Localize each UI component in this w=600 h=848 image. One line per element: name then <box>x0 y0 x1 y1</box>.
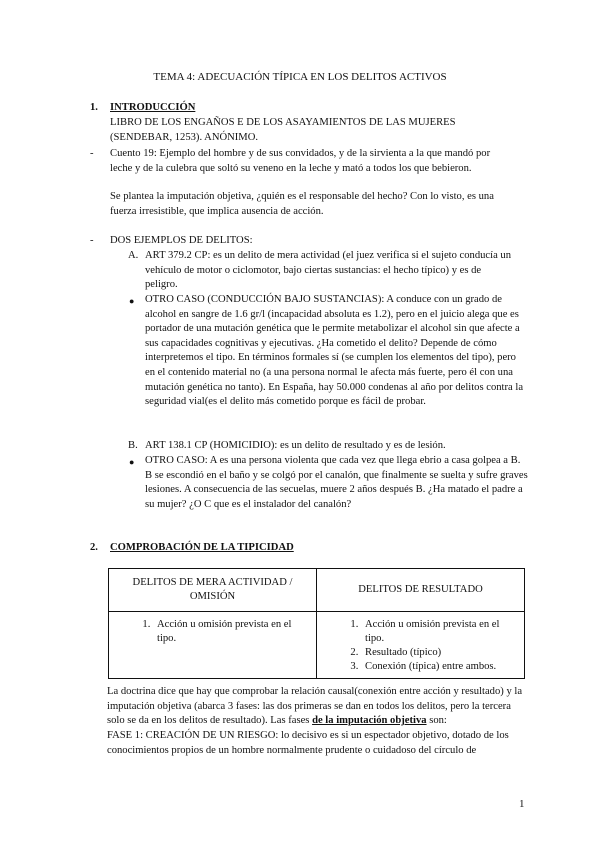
section-1-subtitle: LIBRO DE LOS ENGAÑOS E DE LOS ASAYAMIENTOS DE LAS MUJERES (SENDEBAR, 1253). ANÓNIMO. <box>110 117 456 143</box>
document-title: TEMA 4: ADECUACIÓN TÍPICA EN LOS DELITOS ACTIVOS <box>153 71 447 83</box>
dash-marker: - <box>90 235 94 246</box>
page-number: 1 <box>519 798 525 810</box>
dos-ejemplos-label: DOS EJEMPLOS DE DELITOS: <box>110 235 253 246</box>
list-item: 1. Acción u omisión prevista en el tipo. <box>361 618 518 646</box>
fase-1-paragraph: FASE 1: CREACIÓN DE UN RIESGO: lo decisivo es si un espectador objetivo, dotado de los conocimientos propios de un hombre normalmente prudente o cuidadoso del círculo de <box>107 730 509 756</box>
cuento-19-text: Cuento 19: Ejemplo del hombre y de sus convidados, y de la sirvienta a la que mandó por leche y de la culebra que soltó su veneno en la leche y mató a todos los que bebieron. <box>110 148 491 174</box>
section-2-number: 2. <box>90 542 98 553</box>
doctrina-paragraph <box>107 685 525 729</box>
item-b-text: ART 138.1 CP (HOMICIDIO): es un delito de resultado y es de lesión. <box>145 440 446 451</box>
item-a-marker: A. <box>128 250 139 261</box>
item-b-marker: B. <box>128 440 138 451</box>
section-1-number: 1. <box>90 102 98 113</box>
list-item: 1. Acción u omisión prevista en el tipo. <box>153 618 310 646</box>
bullet-icon: ● <box>129 457 135 467</box>
bullet-b-text: OTRO CASO: A es una persona violenta que cada vez que llega ebrio a casa golpea a B. B se escondió en el baño y se colgó por el canalón, que finalmente se suelta y sufre graves lesiones. A consecuencia de las secuelas, muere 2 años después B. ¿Ha matado el padre a su mujer? ¿O C que es el instalador del canalón? <box>145 455 528 510</box>
section-1-heading: INTRODUCCIÓN <box>110 102 196 113</box>
table-header-resultado: DELITOS DE RESULTADO <box>317 569 525 612</box>
bullet-icon: ● <box>129 296 135 306</box>
table-cell-left <box>109 612 317 679</box>
doctrina-text: La doctrina dice que hay que comprobar la relación causal(conexión entre acción y resultado) y la imputación objetiva (abarca 3 fases: las dos primeras se dan en todos los delitos, pero la tercera solo se da en los delitos de resultado). Las fases <box>107 686 523 727</box>
table-header-mera-actividad: DELITOS DE MERA ACTIVIDAD / OMISIÓN <box>109 569 317 612</box>
bullet-a-text: OTRO CASO (CONDUCCIÓN BAJO SUSTANCIAS): A conduce con un grado de alcohol en sangre de 1.6 gr/l (incapacidad absoluta es 1.2), pero en el juicio alega que es portador de una mutación genética que le permite metabolizar el alcohol sin que afecte a sus capacidades cognitivas y ejecutivas. ¿Ha cometido el delito? Depende de cómo interpretemos el tipo. En términos formales sí (se cumplen los elementos del tipo), pero en el contenido material no (a una persona normal le afecta más fuerte, pero él con una mutación genética no tanto). En España, hay 50.000 condenas al año por delitos contra la seguridad vial(es el delito más cometido porque es fácil de probar. <box>145 294 524 408</box>
dash-marker: - <box>90 148 94 159</box>
imputacion-paragraph: Se plantea la imputación objetiva, ¿quién es el responsable del hecho? Con lo visto, es una fuerza irresistible, que implica ausencia de acción. <box>110 191 494 217</box>
table-cell-right <box>317 612 525 679</box>
tipicidad-table <box>108 568 525 679</box>
list-item: 2. Resultado (típico) <box>361 646 518 660</box>
list-item: 3. Conexión (típica) entre ambos. <box>361 660 518 674</box>
section-2-heading: COMPROBACIÓN DE LA TIPICIDAD <box>110 542 294 553</box>
doctrina-end: son: <box>426 715 447 727</box>
item-a-text: ART 379.2 CP: es un delito de mera actividad (el juez verifica si el sujeto conducía un vehículo de motor o ciclomotor, bajo ciertas sustancias: el hecho típico) y es de peligro. <box>145 250 512 291</box>
imputacion-emphasis: de la imputación objetiva <box>312 715 427 727</box>
